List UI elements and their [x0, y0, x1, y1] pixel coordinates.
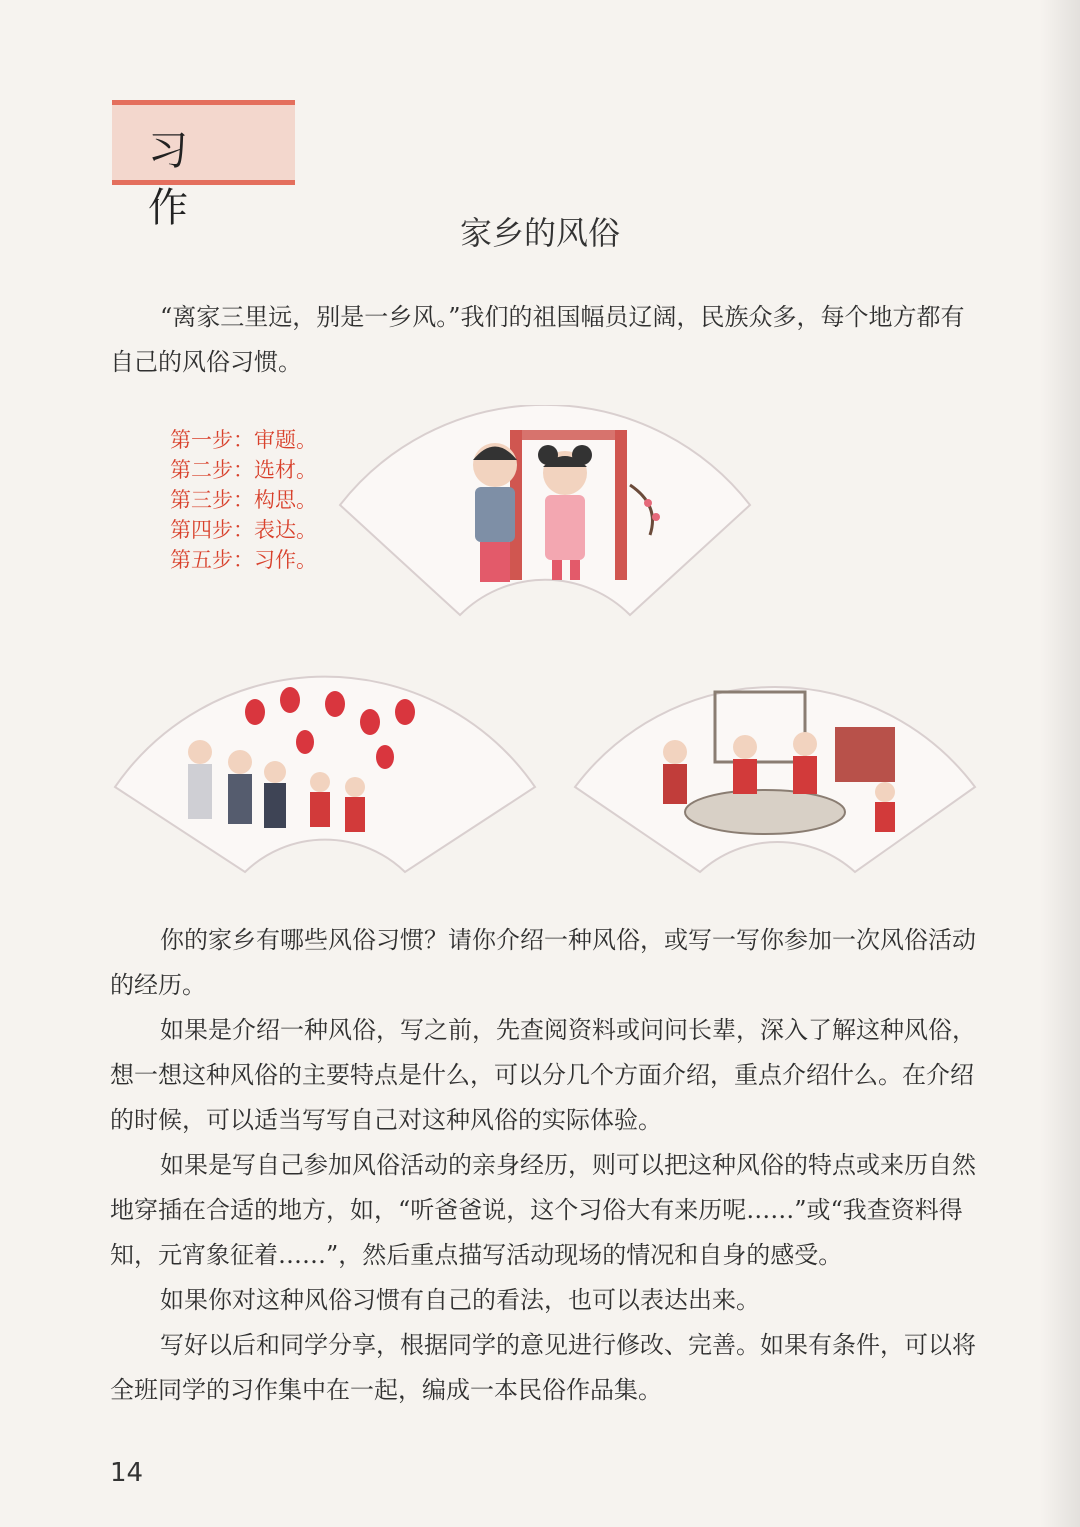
section-label: 习 作: [148, 128, 224, 231]
body-paragraph: 如果是介绍一种风俗，写之前，先查阅资料或问问长辈，深入了解这种风俗，想一想这种风俗的主要特点是什么，可以分几个方面介绍，重点介绍什么。在介绍的时候，可以适当写写自己对这种风俗的实际体验。: [110, 1016, 976, 1134]
page-number: 14: [110, 1458, 144, 1488]
body-paragraph: 如果你对这种风俗习惯有自己的看法，也可以表达出来。: [160, 1286, 760, 1314]
body-paragraph: 写好以后和同学分享，根据同学的意见进行修改、完善。如果有条件，可以将全班同学的习作集中在一起，编成一本民俗作品集。: [110, 1331, 976, 1404]
step-item: 第五步：习作。: [170, 548, 317, 572]
body-paragraph: 如果是写自己参加风俗活动的亲身经历，则可以把这种风俗的特点或来历自然地穿插在合适的地方，如，“听爸爸说，这个习俗大有来历呢……”或“我查资料得知，元宵象征着……”，然后重点描写活动现场的情况和自身的感受。: [110, 1151, 976, 1269]
section-badge: [112, 100, 295, 231]
step-item: 第二步：选材。: [170, 458, 317, 482]
step-item: 第四步：表达。: [170, 518, 317, 542]
steps-list: [170, 425, 317, 575]
step-item: 第一步：审题。: [170, 428, 317, 452]
fan-painting-lantern-illustration: [105, 672, 545, 882]
fan-painting-family-illustration: [565, 672, 985, 882]
intro-paragraph: “离家三里远，别是一乡风。”我们的祖国幅员辽阔，民族众多，每个地方都有自己的风俗习惯。: [110, 303, 965, 376]
body-paragraph: 你的家乡有哪些风俗习惯？请你介绍一种风俗，或写一写你参加一次风俗活动的经历。: [110, 926, 976, 999]
page-title: 家乡的风俗: [459, 214, 620, 252]
fan-painting-children-illustration: [330, 405, 760, 625]
step-item: 第三步：构思。: [170, 488, 317, 512]
